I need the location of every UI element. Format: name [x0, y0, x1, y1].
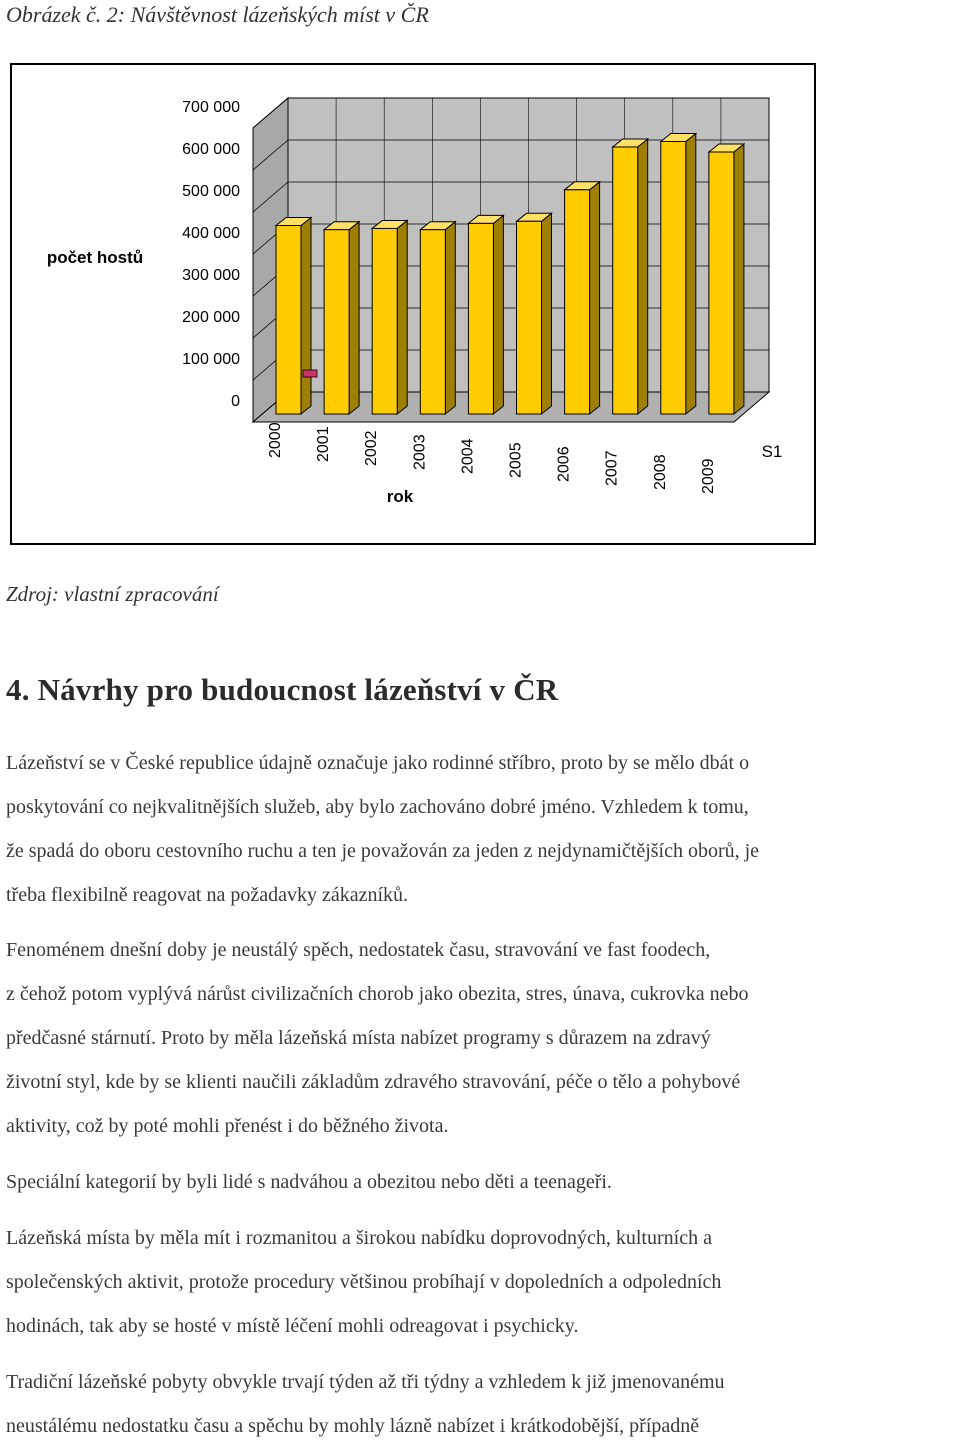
bar	[372, 220, 407, 414]
figure-caption: Obrázek č. 2: Návštěvnost lázeňských míst v ČR	[6, 2, 429, 27]
y-tick-label: 300 000	[182, 267, 240, 284]
paragraph-1	[6, 741, 960, 917]
x-tick-label: 2005	[507, 442, 525, 478]
paragraph-line: třeba flexibilně reagovat na požadavky zákazníků.	[6, 884, 409, 906]
y-tick-label: 100 000	[182, 351, 240, 368]
bar	[613, 139, 648, 414]
bar	[276, 218, 311, 415]
bar	[709, 144, 744, 414]
series-label: S1	[761, 442, 783, 461]
paragraph-3	[6, 1160, 960, 1204]
bar	[565, 182, 600, 414]
paragraph-5	[6, 1360, 960, 1448]
bar	[468, 215, 503, 414]
y-tick-label: 0	[231, 393, 240, 410]
x-tick-label: 2003	[411, 434, 429, 470]
source-note: Zdroj: vlastní zpracování	[6, 582, 219, 606]
paragraph-4	[6, 1216, 960, 1348]
section-heading: 4. Návrhy pro budoucnost lázeňství v ČR	[6, 672, 559, 707]
paragraph-line: hodinách, tak aby se hosté v místě léčení mohli odreagovat i psychicky.	[6, 1315, 579, 1337]
x-tick-label: 2000	[267, 422, 284, 458]
x-tick-label: 2001	[315, 426, 333, 462]
bar	[517, 213, 552, 414]
paragraph-line: z čehož potom vyplývá nárůst civilizačních chorob jako obezita, stres, únava, cukrovka nebo	[6, 983, 749, 1005]
bar-chart	[0, 0, 960, 560]
paragraph-2	[6, 928, 960, 1148]
paragraph-line: Tradiční lázeňské pobyty obvykle trvají týden až tři týdny a vzhledem k již jmenovanému	[6, 1371, 725, 1393]
paragraph-line: aktivity, což by poté mohli přenést i do běžného života.	[6, 1115, 449, 1137]
paragraph-line: Lázeňská místa by měla mít i rozmanitou a širokou nabídku doprovodných, kulturních a	[6, 1227, 712, 1249]
paragraph-line: neustálému nedostatku času a spěchu by mohly lázně nabízet i krátkodobější, případně	[6, 1415, 700, 1437]
paragraph-line: životní styl, kde by se klienti naučili základům zdravého stravování, péče o tělo a pohybové	[6, 1071, 741, 1093]
bar	[661, 134, 696, 415]
paragraph-line: předčasné stárnutí. Proto by měla lázeňská místa nabízet programy s důrazem na zdravý	[6, 1027, 711, 1049]
paragraph-line: Fenoménem dnešní doby je neustálý spěch, nedostatek času, stravování ve fast foodech,	[6, 939, 711, 961]
paragraph-line: že spadá do oboru cestovního ruchu a ten je považován za jeden z nejdynamičtějších oborů, je	[6, 840, 760, 862]
paragraph-line: Lázeňství se v České republice údajně označuje jako rodinné stříbro, proto by se mělo dbát o	[6, 752, 750, 774]
x-tick-label: 2002	[363, 430, 381, 466]
x-axis-label: rok	[386, 487, 414, 506]
x-tick-label: 2007	[603, 450, 621, 486]
bar	[324, 222, 359, 414]
y-tick-label: 400 000	[182, 225, 240, 242]
y-axis-label: počet hostů	[46, 248, 144, 267]
x-tick-label: 2008	[651, 454, 669, 490]
paragraph-line: poskytování co nejkvalitnějších služeb, aby bylo zachováno dobré jméno. Vzhledem k tomu,	[6, 796, 749, 818]
paragraph-line: Speciální kategorií by byli lidé s nadváhou a obezitou nebo děti a teenageři.	[6, 1171, 612, 1193]
x-tick-label: 2006	[555, 446, 573, 482]
y-tick-label: 600 000	[182, 141, 240, 158]
x-tick-label: 2009	[699, 458, 717, 494]
x-tick-label: 2004	[459, 438, 477, 474]
paragraph-line: společenských aktivit, protože procedury většinou probíhají v dopoledních a odpoledních	[6, 1271, 722, 1293]
y-tick-label: 500 000	[182, 183, 240, 200]
bar	[420, 222, 455, 414]
y-tick-label: 700 000	[182, 99, 240, 116]
y-tick-label: 200 000	[182, 309, 240, 326]
base-marker	[303, 370, 317, 377]
